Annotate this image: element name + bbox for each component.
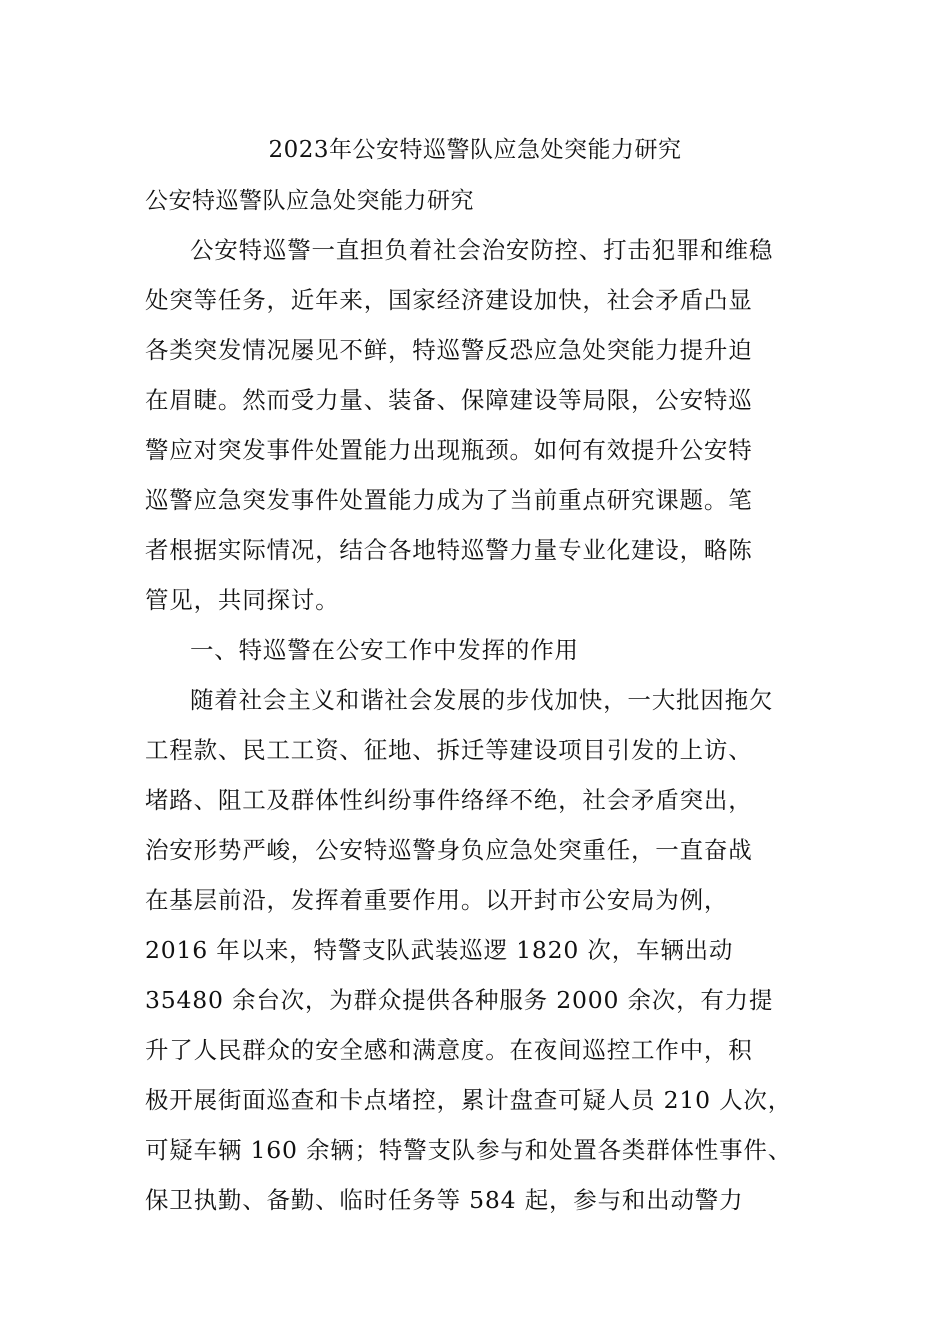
text-line: 2016 年以来，特警支队武装巡逻 1820 次，车辆出动 (145, 936, 734, 964)
text-line: 者根据实际情况，结合各地特巡警力量专业化建设，略陈 (145, 536, 753, 564)
text-line: 巡警应急突发事件处置能力成为了当前重点研究课题。笔 (145, 486, 753, 514)
text-line: 在眉睫。然而受力量、装备、保障建设等局限，公安特巡 (145, 386, 753, 414)
text-line: 35480 余台次，为群众提供各种服务 2000 余次，有力提 (145, 986, 774, 1014)
text-line: 升了人民群众的安全感和满意度。在夜间巡控工作中，积 (145, 1036, 753, 1064)
text-line: 工程款、民工工资、征地、拆迁等建设项目引发的上访、 (145, 736, 753, 764)
text-line: 处突等任务，近年来，国家经济建设加快，社会矛盾凸显 (145, 286, 753, 314)
text-line: 极开展街面巡查和卡点堵控，累计盘查可疑人员 210 人次， (145, 1086, 792, 1114)
text-line: 可疑车辆 160 余辆；特警支队参与和处置各类群体性事件、 (145, 1136, 792, 1164)
text-line: 随着社会主义和谐社会发展的步伐加快，一大批因拖欠 (190, 686, 774, 714)
text-line: 管见，共同探讨。 (145, 586, 340, 614)
document-title: 2023年公安特巡警队应急处突能力研究 (268, 137, 682, 163)
document-subtitle: 公安特巡警队应急处突能力研究 (145, 188, 474, 214)
text-line: 堵路、阻工及群体性纠纷事件络绎不绝，社会矛盾突出， (145, 786, 753, 814)
text-line: 各类突发情况屡见不鲜，特巡警反恐应急处突能力提升迫 (145, 336, 753, 364)
text-line: 公安特巡警一直担负着社会治安防控、打击犯罪和维稳 (190, 236, 774, 264)
text-line: 治安形势严峻，公安特巡警身负应急处突重任，一直奋战 (145, 836, 753, 864)
section-heading: 一、特巡警在公安工作中发挥的作用 (190, 636, 579, 664)
text-line: 在基层前沿，发挥着重要作用。以开封市公安局为例， (145, 886, 729, 914)
text-line: 警应对突发事件处置能力出现瓶颈。如何有效提升公安特 (145, 436, 753, 464)
body-text (145, 230, 825, 1230)
text-line: 保卫执勤、备勤、临时任务等 584 起，参与和出动警力 (145, 1186, 744, 1214)
